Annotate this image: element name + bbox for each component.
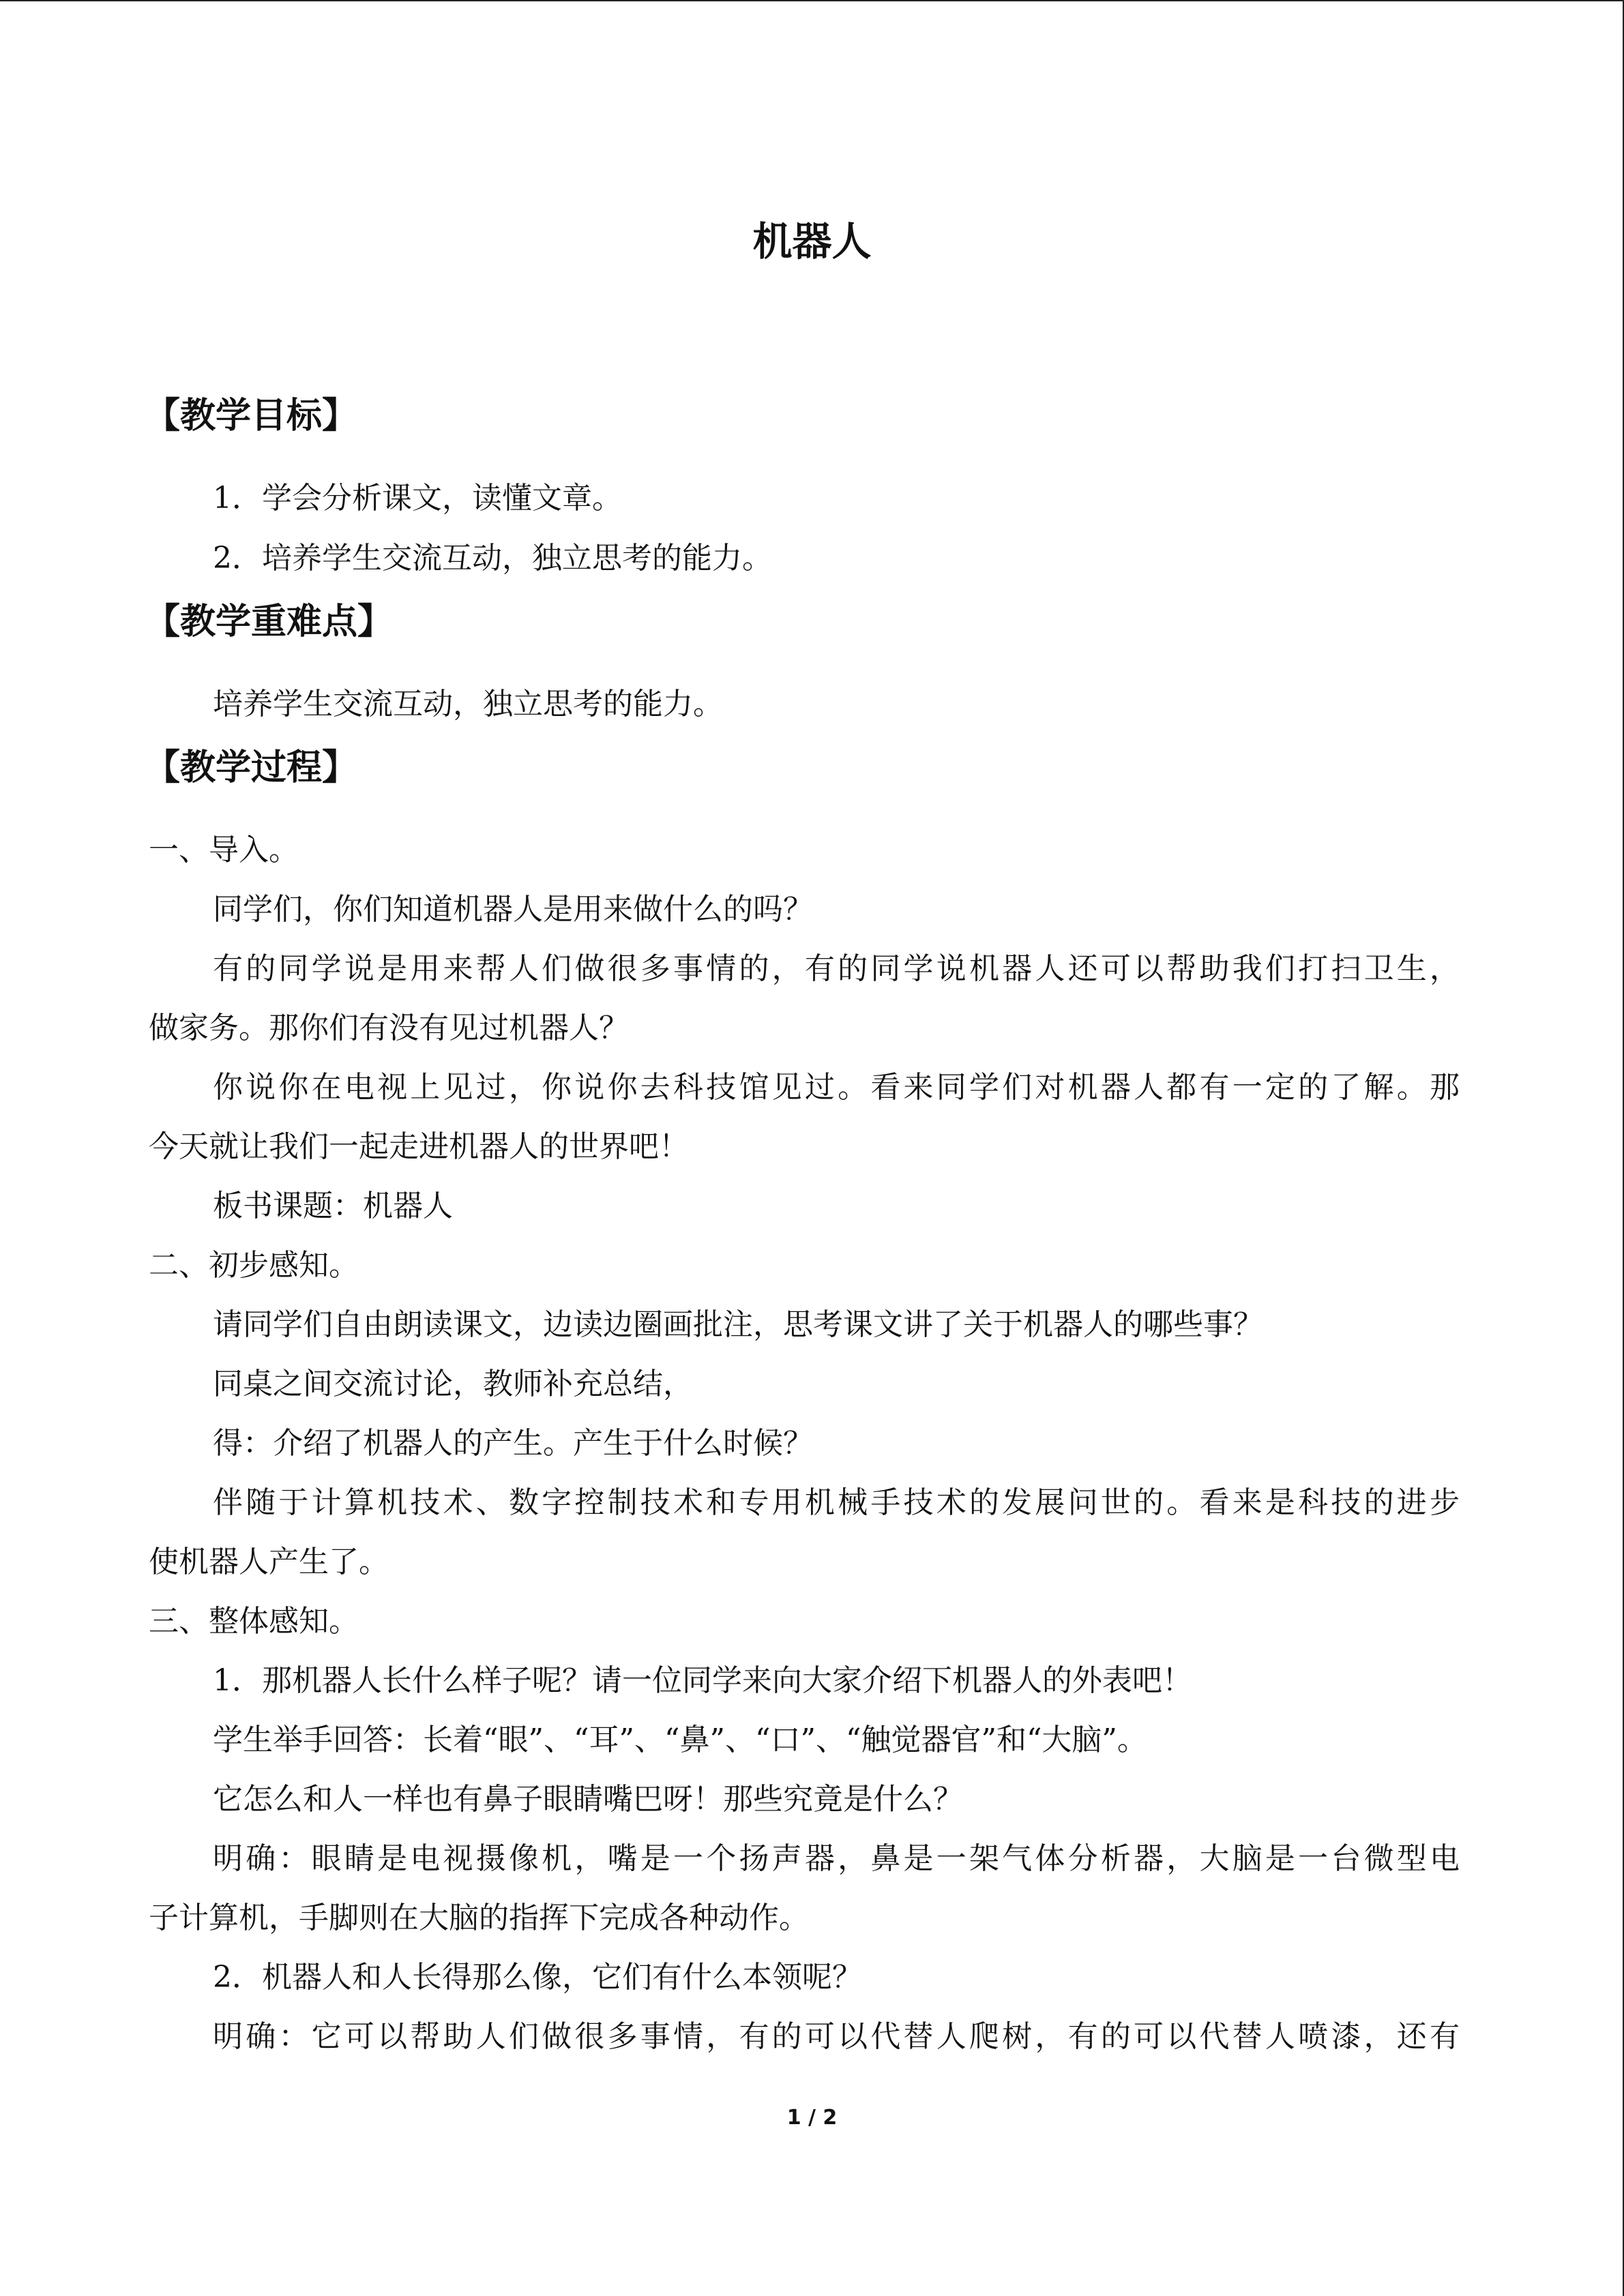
section-heading-objectives: 【教学目标】 xyxy=(145,395,358,436)
objective-item: 1．学会分析课文，读懂文章。 xyxy=(213,481,622,516)
process-paragraph-continuation: 使机器人产生了。 xyxy=(149,1545,389,1579)
process-paragraph: 你说你在电视上见过，你说你去科技馆见过。看来同学们对机器人都有一定的了解。那 xyxy=(213,1070,1460,1105)
process-paragraph: 板书课题：机器人 xyxy=(213,1189,453,1223)
process-paragraph-continuation: 做家务。那你们有没有见过机器人？ xyxy=(149,1011,629,1045)
process-paragraph: 1．那机器人长什么样子呢？请一位同学来向大家介绍下机器人的外表吧！ xyxy=(213,1663,1192,1698)
process-paragraph: 同学们，你们知道机器人是用来做什么的吗？ xyxy=(213,892,813,927)
process-paragraph-continuation: 子计算机，手脚则在大脑的指挥下完成各种动作。 xyxy=(149,1900,809,1935)
process-paragraph: 它怎么和人一样也有鼻子眼睛嘴巴呀！那些究竟是什么？ xyxy=(213,1782,963,1817)
section-heading-key-points: 【教学重难点】 xyxy=(145,601,394,642)
process-paragraph: 得：介绍了机器人的产生。产生于什么时候？ xyxy=(213,1426,813,1461)
process-paragraph: 同桌之间交流讨论，教师补充总结， xyxy=(213,1367,693,1401)
process-paragraph: 有的同学说是用来帮人们做很多事情的，有的同学说机器人还可以帮助我们打扫卫生， xyxy=(213,951,1460,986)
section-heading-process: 【教学过程】 xyxy=(145,747,358,788)
objective-item: 2．培养学生交流互动，独立思考的能力。 xyxy=(213,541,772,576)
process-paragraph: 学生举手回答：长着“眼”、“耳”、“鼻”、“口”、“触觉器官”和“大脑”。 xyxy=(213,1723,1147,1757)
process-subheading: 二、初步感知。 xyxy=(149,1248,359,1283)
process-paragraph: 请同学们自由朗读课文，边读边圈画批注，思考课文讲了关于机器人的哪些事？ xyxy=(213,1307,1263,1342)
process-paragraph-continuation: 今天就让我们一起走进机器人的世界吧！ xyxy=(149,1129,689,1164)
process-subheading: 一、导入。 xyxy=(149,833,299,867)
process-paragraph: 明确：它可以帮助人们做很多事情，有的可以代替人爬树，有的可以代替人喷漆，还有 xyxy=(213,2019,1460,2054)
process-subheading: 三、整体感知。 xyxy=(149,1604,359,1639)
process-paragraph: 明确：眼睛是电视摄像机，嘴是一个扬声器，鼻是一架气体分析器，大脑是一台微型电 xyxy=(213,1841,1460,1876)
document-title: 机器人 xyxy=(752,218,872,265)
process-paragraph: 伴随于计算机技术、数字控制技术和专用机械手技术的发展问世的。看来是科技的进步 xyxy=(213,1485,1460,1520)
process-paragraph: 2．机器人和人长得那么像，它们有什么本领呢？ xyxy=(213,1960,862,1995)
page-number: 1 / 2 xyxy=(786,2106,838,2130)
key-points-text: 培养学生交流互动，独立思考的能力。 xyxy=(213,687,723,721)
